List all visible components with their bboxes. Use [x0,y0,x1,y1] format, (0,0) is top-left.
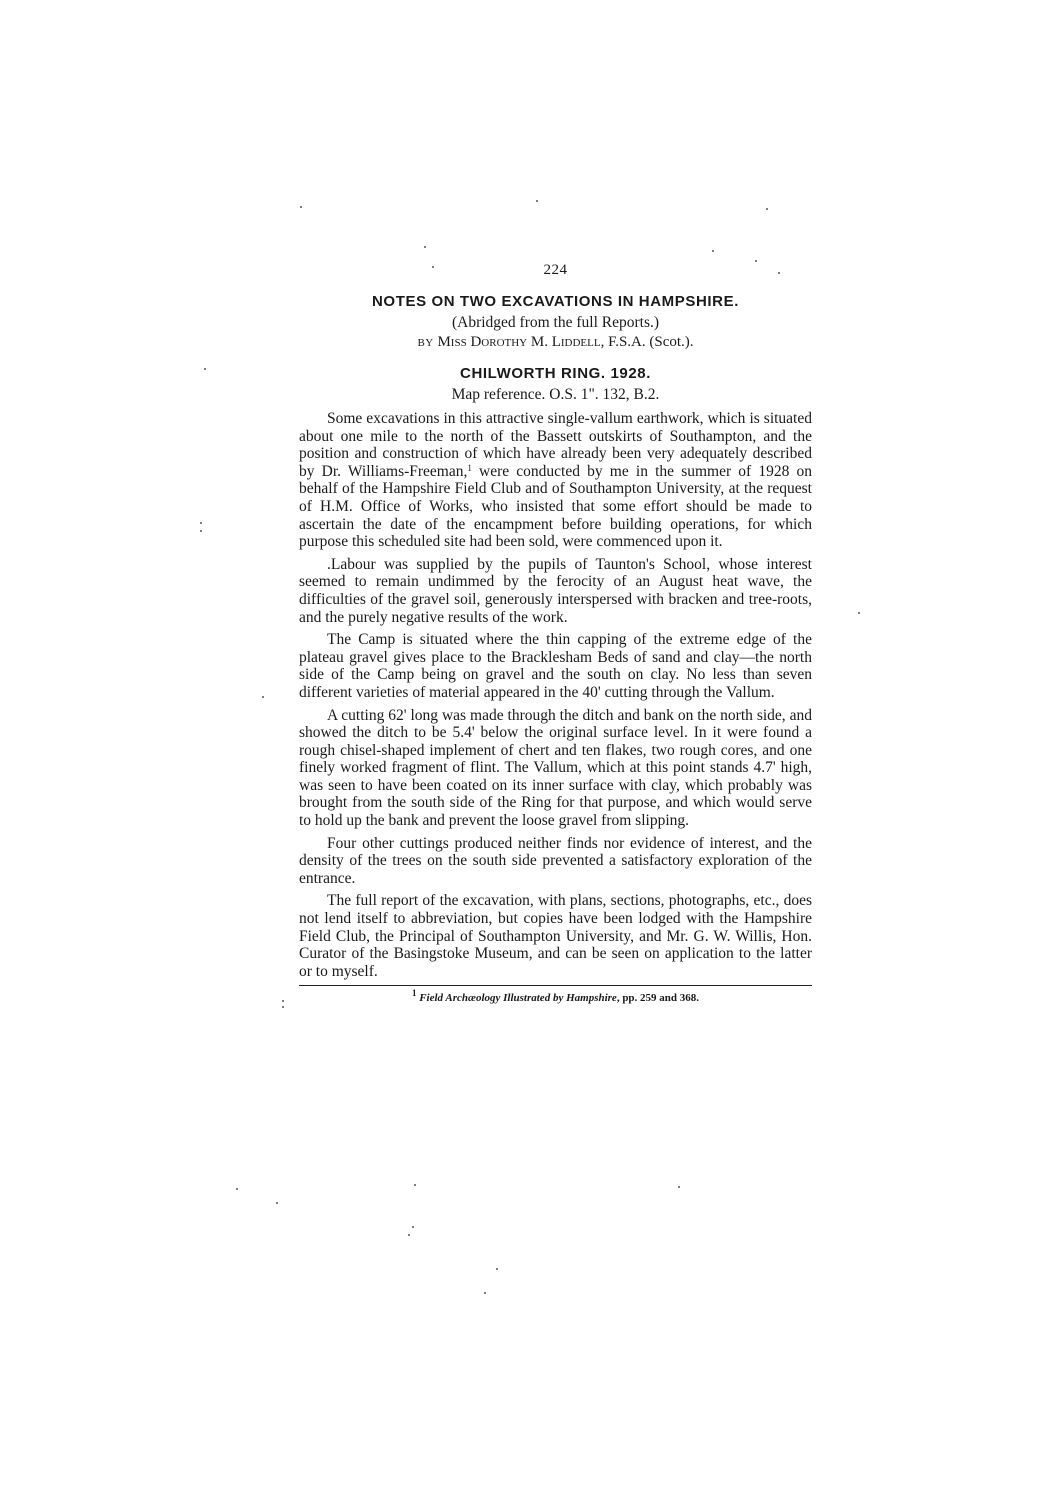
scan-speck [200,530,202,532]
footnote-marker: 1 [467,462,472,473]
section-title: CHILWORTH RING. 1928. [460,365,651,382]
scan-speck [424,246,426,248]
scan-speck [408,1234,410,1236]
paragraph-1 [299,410,812,551]
scan-speck [412,1226,414,1228]
scan-speck [712,250,714,252]
scan-speck [766,208,768,210]
scan-speck [282,1006,284,1008]
scan-speck [300,206,302,208]
scan-speck [282,1000,284,1002]
scan-speck [432,266,434,268]
article-subtitle: (Abridged from the full Reports.) [451,314,660,331]
footnote [299,988,812,1005]
scan-speck [236,1188,238,1190]
scan-speck [755,260,757,262]
scan-speck [496,1268,498,1270]
paragraph-5: Four other cuttings produced neither finds nor evidence of interest, and the density of the trees on the south side prevented a satisfactory exploration of the entrance. [299,834,812,887]
paragraph-3: The Camp is situated where the thin capping of the extreme edge of the plateau gravel gives place to the Bracklesham Beds of sand and clay—the north side of the Camp being on gravel and the south on clay. No less than seven different varieties of material appeared in the 40' cutting through the Vallum. [299,631,812,701]
scan-speck [484,1292,486,1294]
scan-speck [262,696,264,698]
scan-speck [678,1186,680,1188]
byline-by: BY [417,337,434,349]
byline [299,334,812,351]
scan-speck [536,200,538,202]
byline-credentials: , F.S.A. (Scot.). [600,334,694,350]
footnote-pages: , pp. 259 and 368. [616,992,700,1005]
byline-author: Miss Dorothy M. Liddell [437,334,601,350]
scan-speck [204,368,206,370]
scan-speck [778,272,780,274]
paragraph-6: The full report of the excavation, with plans, sections, photographs, etc., does not lend itself to abbreviation, but copies have been lodged with the Hampshire Field Club, the Principal of Southampton University, and Mr. G. W. Willis, Hon. Curator of the Basingstoke Museum, and can be seen on application to the latter or to myself. [299,892,812,980]
paragraph-4: A cutting 62' long was made through the ditch and bank on the north side, and showed the ditch to be 5.4' below the original surface level. In it were found a rough chisel-shaped implement of chert and ten flakes, two rough cores, and one finely worked fragment of flint. The Vallum, which at this point stands 4.7' high, was seen to have been coated on its inner surface with clay, which probably was brought from the south side of the Ring for that purpose, and which would serve to hold up the bank and prevent the loose gravel from slipping. [299,706,812,830]
scan-speck [414,1184,416,1186]
paragraph-2: .Labour was supplied by the pupils of Taunton's School, whose interest seemed to remain undimmed by the ferocity of an August heat wave, the difficulties of the gravel soil, generously interspersed with bracken and tree-roots, and the purely negative results of the work. [299,555,812,626]
paragraph-1-before: Some excavations in this attractive single-vallum earthwork, which is situated about one mile to the north of the Bassett outskirts of Southampton, and the position and construction of which have already been very adequately described by Dr. Williams-Freeman, [299,410,812,480]
document-page [299,262,812,1004]
footnote-title: Field Archæology Illustrated by Hampshire [419,992,617,1005]
footnote-divider [299,985,812,986]
scan-speck [858,612,860,614]
page-number: 224 [543,262,568,278]
footnote-number: 1 [411,988,417,999]
scan-speck [276,1202,278,1204]
article-title: NOTES ON TWO EXCAVATIONS IN HAMPSHIRE. [372,293,739,310]
map-reference: Map reference. O.S. 1". 132, B.2. [451,386,660,403]
paragraph-1-after: were conducted by me in the summer of 1928 on behalf of the Hampshire Field Club and of Southampton University, at the request of H.M. Office of Works, who insisted that some effort should be made to ascertain the date of the encampment before building operations, for which purpose this scheduled site had been sold, were commenced upon it. [299,462,812,551]
scan-speck [200,522,202,524]
